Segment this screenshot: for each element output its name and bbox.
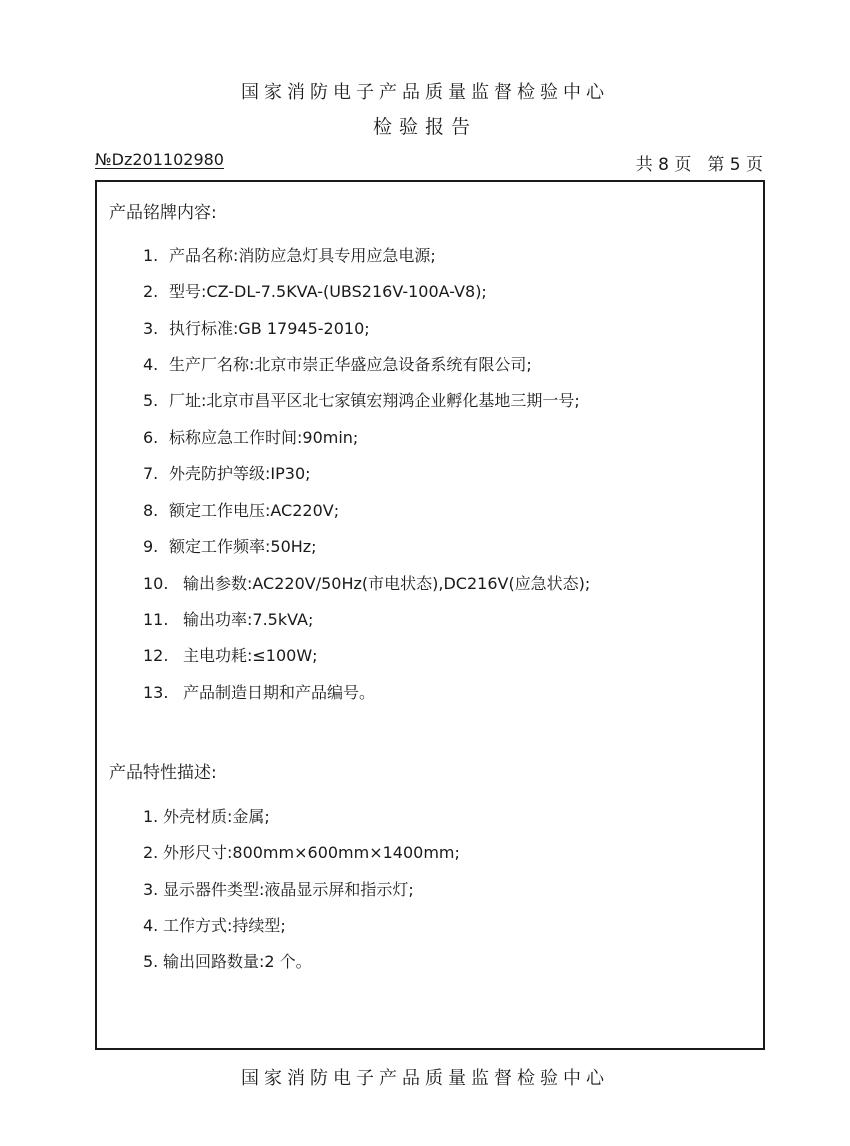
nameplate-item — [143, 643, 318, 666]
item-text: 执行标准:GB 17945-2010; — [169, 319, 370, 338]
item-text: 型号:CZ-DL-7.5KVA-(UBS216V-100A-V8); — [169, 282, 487, 301]
nameplate-item — [143, 388, 580, 411]
item-text: 工作方式:持续型; — [163, 916, 286, 935]
item-number: 4. — [143, 355, 159, 374]
item-number: 1. — [143, 246, 159, 265]
item-text: 主电功耗:≤100W; — [183, 646, 318, 665]
nameplate-item — [143, 680, 375, 703]
item-text: 产品名称:消防应急灯具专用应急电源; — [169, 246, 436, 265]
nameplate-item — [143, 571, 590, 594]
footer-organization: 国家消防电子产品质量监督检验中心 — [241, 1068, 609, 1089]
nameplate-item — [143, 461, 311, 484]
nameplate-item — [143, 316, 370, 339]
item-number: 1. — [143, 807, 159, 826]
item-text: 厂址:北京市昌平区北七家镇宏翔鸿企业孵化基地三期一号; — [169, 391, 580, 410]
characteristics-heading: 产品特性描述: — [109, 763, 217, 783]
item-text: 外形尺寸:800mm×600mm×1400mm; — [163, 843, 460, 862]
item-text: 额定工作频率:50Hz; — [169, 537, 317, 556]
item-number: 2. — [143, 282, 159, 301]
nameplate-heading: 产品铭牌内容: — [109, 203, 217, 223]
report-number: №Dz201102980 — [95, 150, 224, 169]
item-number: 7. — [143, 464, 159, 483]
characteristic-item — [143, 949, 312, 972]
item-number: 11. — [143, 610, 169, 629]
item-number: 5. — [143, 391, 159, 410]
nameplate-item — [143, 279, 487, 302]
item-text: 额定工作电压:AC220V; — [169, 501, 340, 520]
item-text: 生产厂名称:北京市崇正华盛应急设备系统有限公司; — [169, 355, 532, 374]
item-text: 输出参数:AC220V/50Hz(市电状态),DC216V(应急状态); — [183, 574, 591, 593]
item-number: 10. — [143, 574, 169, 593]
item-number: 8. — [143, 501, 159, 520]
nameplate-item — [143, 352, 532, 375]
item-text: 显示器件类型:液晶显示屏和指示灯; — [163, 880, 414, 899]
item-text: 标称应急工作时间:90min; — [169, 428, 359, 447]
total-pages: 共 8 页 — [635, 155, 692, 175]
item-number: 13. — [143, 683, 169, 702]
nameplate-item — [143, 534, 317, 557]
characteristic-item — [143, 840, 460, 863]
report-title: 检验报告 — [372, 116, 477, 138]
item-number: 2. — [143, 843, 159, 862]
content-box — [95, 180, 765, 1050]
page-info — [636, 150, 763, 175]
nameplate-item — [143, 243, 436, 266]
item-text: 输出回路数量:2 个。 — [163, 952, 312, 971]
item-text: 产品制造日期和产品编号。 — [183, 683, 376, 702]
characteristic-item — [143, 804, 270, 827]
item-number: 12. — [143, 646, 169, 665]
item-number: 3. — [143, 880, 159, 899]
nameplate-item — [143, 425, 358, 448]
characteristic-item — [143, 913, 286, 936]
item-number: 5. — [143, 952, 159, 971]
current-page: 第 5 页 — [707, 155, 763, 175]
item-number: 3. — [143, 319, 159, 338]
item-text: 外壳防护等级:IP30; — [169, 464, 311, 483]
item-text: 输出功率:7.5kVA; — [183, 610, 314, 629]
characteristic-item — [143, 877, 414, 900]
item-number: 4. — [143, 916, 159, 935]
nameplate-item — [143, 498, 339, 521]
header-organization: 国家消防电子产品质量监督检验中心 — [241, 82, 609, 103]
item-number: 9. — [143, 537, 159, 556]
item-number: 6. — [143, 428, 159, 447]
nameplate-item — [143, 607, 313, 630]
item-text: 外壳材质:金属; — [163, 807, 270, 826]
